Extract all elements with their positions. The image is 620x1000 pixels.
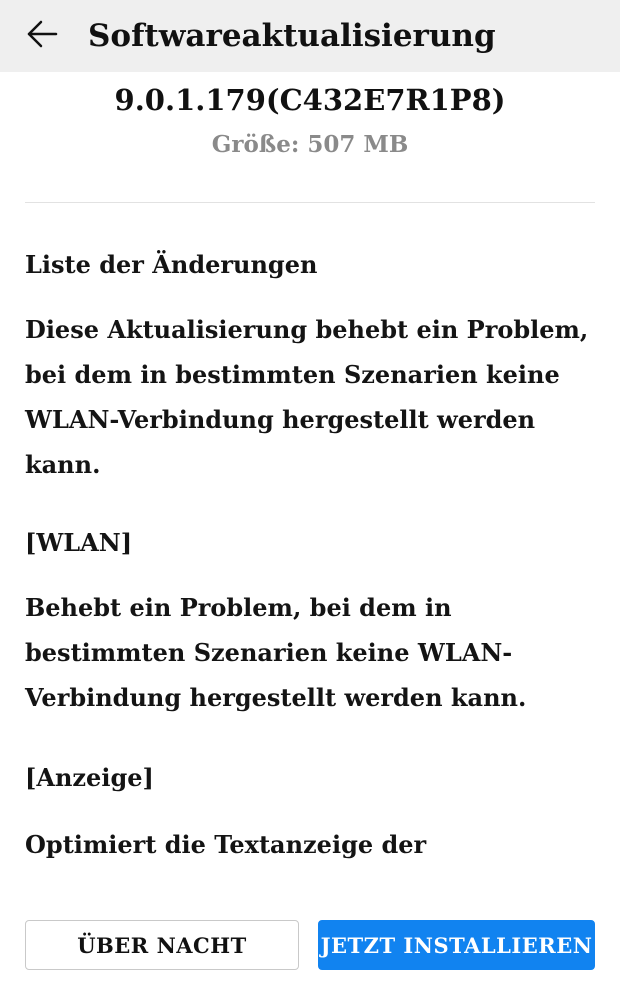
back-button[interactable]	[20, 14, 64, 58]
install-now-button[interactable]: JETZT INSTALLIEREN	[318, 920, 595, 970]
update-size: Größe: 507 MB	[211, 131, 409, 158]
changelog-heading: Liste der Änderungen	[25, 250, 318, 279]
install-overnight-button[interactable]: ÜBER NACHT	[25, 920, 299, 970]
arrow-left-icon	[26, 20, 58, 52]
section-heading-display: [Anzeige]	[25, 763, 154, 792]
version-number: 9.0.1.179(C432E7R1P8)	[114, 83, 506, 117]
section-text-display: Optimiert die Textanzeige der	[25, 830, 427, 859]
changelog-intro: Diese Aktualisierung behebt ein Problem, bei dem in bestimmten Szenarien keine WLAN-Verbindung hergestellt werden kann.	[25, 315, 589, 479]
section-heading-wlan: [WLAN]	[25, 528, 133, 557]
section-text-wlan: Behebt ein Problem, bei dem in bestimmten Szenarien keine WLAN-Verbindung hergestellt werden kann.	[25, 593, 527, 712]
app-bar	[0, 0, 620, 72]
divider	[25, 202, 595, 203]
page-title: Softwareaktualisierung	[88, 18, 496, 54]
